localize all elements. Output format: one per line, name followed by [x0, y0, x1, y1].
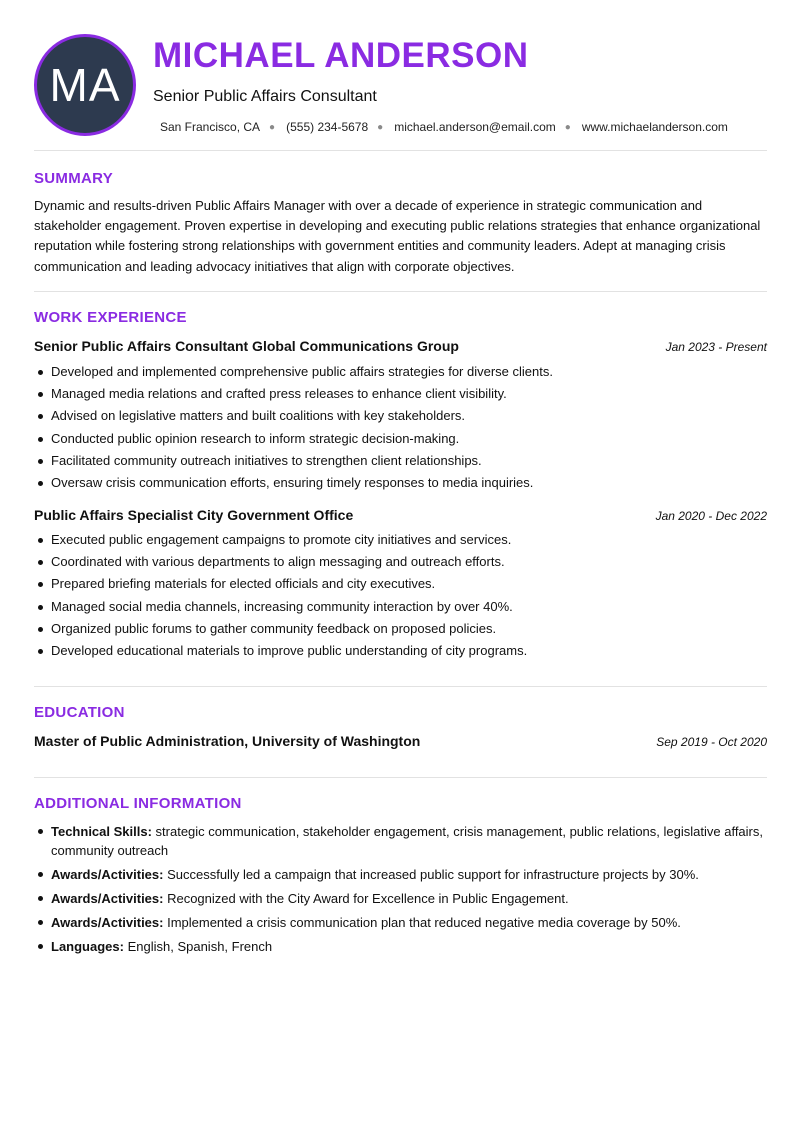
additional-info-list: [34, 822, 767, 961]
job-title: Public Affairs Specialist City Government Office: [34, 507, 354, 523]
job-bullet: Oversaw crisis communication efforts, ensuring timely responses to media inquiries.: [34, 472, 767, 494]
info-label: Technical Skills:: [51, 824, 152, 839]
job-bullet: Conducted public opinion research to inform strategic decision-making.: [34, 428, 767, 450]
job-header: [34, 338, 767, 354]
candidate-name: MICHAEL ANDERSON: [153, 36, 529, 75]
additional-info-item: [34, 937, 767, 956]
info-label: Awards/Activities:: [51, 915, 164, 930]
job-date: Jan 2023 - Present: [665, 340, 767, 354]
contact-email[interactable]: michael.anderson@email.com: [394, 120, 556, 134]
section-divider: [34, 777, 767, 778]
info-text: Implemented a crisis communication plan that reduced negative media coverage by 50%.: [163, 915, 681, 930]
separator-dot-icon: ●: [269, 121, 276, 133]
job-bullet: Developed educational materials to improve public understanding of city programs.: [34, 640, 767, 662]
job-bullet: Developed and implemented comprehensive public affairs strategies for diverse clients.: [34, 361, 767, 383]
job-bullet: Facilitated community outreach initiatives to strengthen client relationships.: [34, 450, 767, 472]
job-bullet: Organized public forums to gather community feedback on proposed policies.: [34, 618, 767, 640]
job-date: Jan 2020 - Dec 2022: [655, 509, 767, 523]
info-text: English, Spanish, French: [123, 939, 273, 954]
info-label: Awards/Activities:: [51, 891, 164, 906]
contact-info: [160, 120, 728, 134]
job-bullet: Prepared briefing materials for elected officials and city executives.: [34, 573, 767, 595]
job-bullet: Executed public engagement campaigns to promote city initiatives and services.: [34, 529, 767, 551]
job-header: [34, 507, 767, 523]
job-bullet-list: [34, 529, 767, 662]
info-label: Awards/Activities:: [51, 867, 164, 882]
separator-dot-icon: ●: [377, 121, 384, 133]
additional-info-item: [34, 913, 767, 932]
work-experience-heading: WORK EXPERIENCE: [34, 309, 187, 326]
section-divider: [34, 291, 767, 292]
additional-information-heading: ADDITIONAL INFORMATION: [34, 795, 242, 812]
summary-text: Dynamic and results-driven Public Affairs Manager with over a decade of experience in strategic communication and stakeholder engagement. Proven expertise in developing and executing public relations strategies that enhance organizational reputation while fostering strong relationships with government entities and community leaders. Adept at managing crisis communication and leading advocacy initiatives that align with corporate objectives.: [34, 198, 761, 274]
contact-website[interactable]: www.michaelanderson.com: [581, 120, 728, 134]
section-divider: [34, 150, 767, 151]
info-text: Successfully led a campaign that increased public support for infrastructure projects by 30%.: [163, 867, 699, 882]
additional-info-item: [34, 889, 767, 908]
info-text: strategic communication, stakeholder engagement, crisis management, public relations, legislative affairs, community outreach: [51, 824, 763, 858]
candidate-headline: Senior Public Affairs Consultant: [153, 88, 377, 105]
additional-info-item: [34, 822, 767, 860]
job-bullet: Advised on legislative matters and built coalitions with key stakeholders.: [34, 405, 767, 427]
summary-heading: SUMMARY: [34, 170, 114, 187]
contact-location: San Francisco, CA: [160, 120, 261, 134]
job-bullet: Managed media relations and crafted press releases to enhance client visibility.: [34, 383, 767, 405]
job-title: Senior Public Affairs Consultant Global Communications Group: [34, 338, 459, 354]
job-bullet-list: [34, 361, 767, 494]
info-label: Languages:: [51, 939, 124, 954]
job-bullet: Managed social media channels, increasing community interaction by over 40%.: [34, 596, 767, 618]
separator-dot-icon: ●: [564, 121, 571, 133]
education-date: Sep 2019 - Oct 2020: [656, 735, 767, 749]
avatar: MA: [34, 34, 136, 136]
contact-phone: (555) 234-5678: [286, 120, 369, 134]
info-text: Recognized with the City Award for Excellence in Public Engagement.: [163, 891, 569, 906]
education-degree: Master of Public Administration, University of Washington: [34, 733, 421, 749]
education-entry: [34, 733, 767, 749]
additional-info-item: [34, 865, 767, 884]
job-bullet: Coordinated with various departments to align messaging and outreach efforts.: [34, 551, 767, 573]
section-divider: [34, 686, 767, 687]
education-heading: EDUCATION: [34, 704, 125, 721]
